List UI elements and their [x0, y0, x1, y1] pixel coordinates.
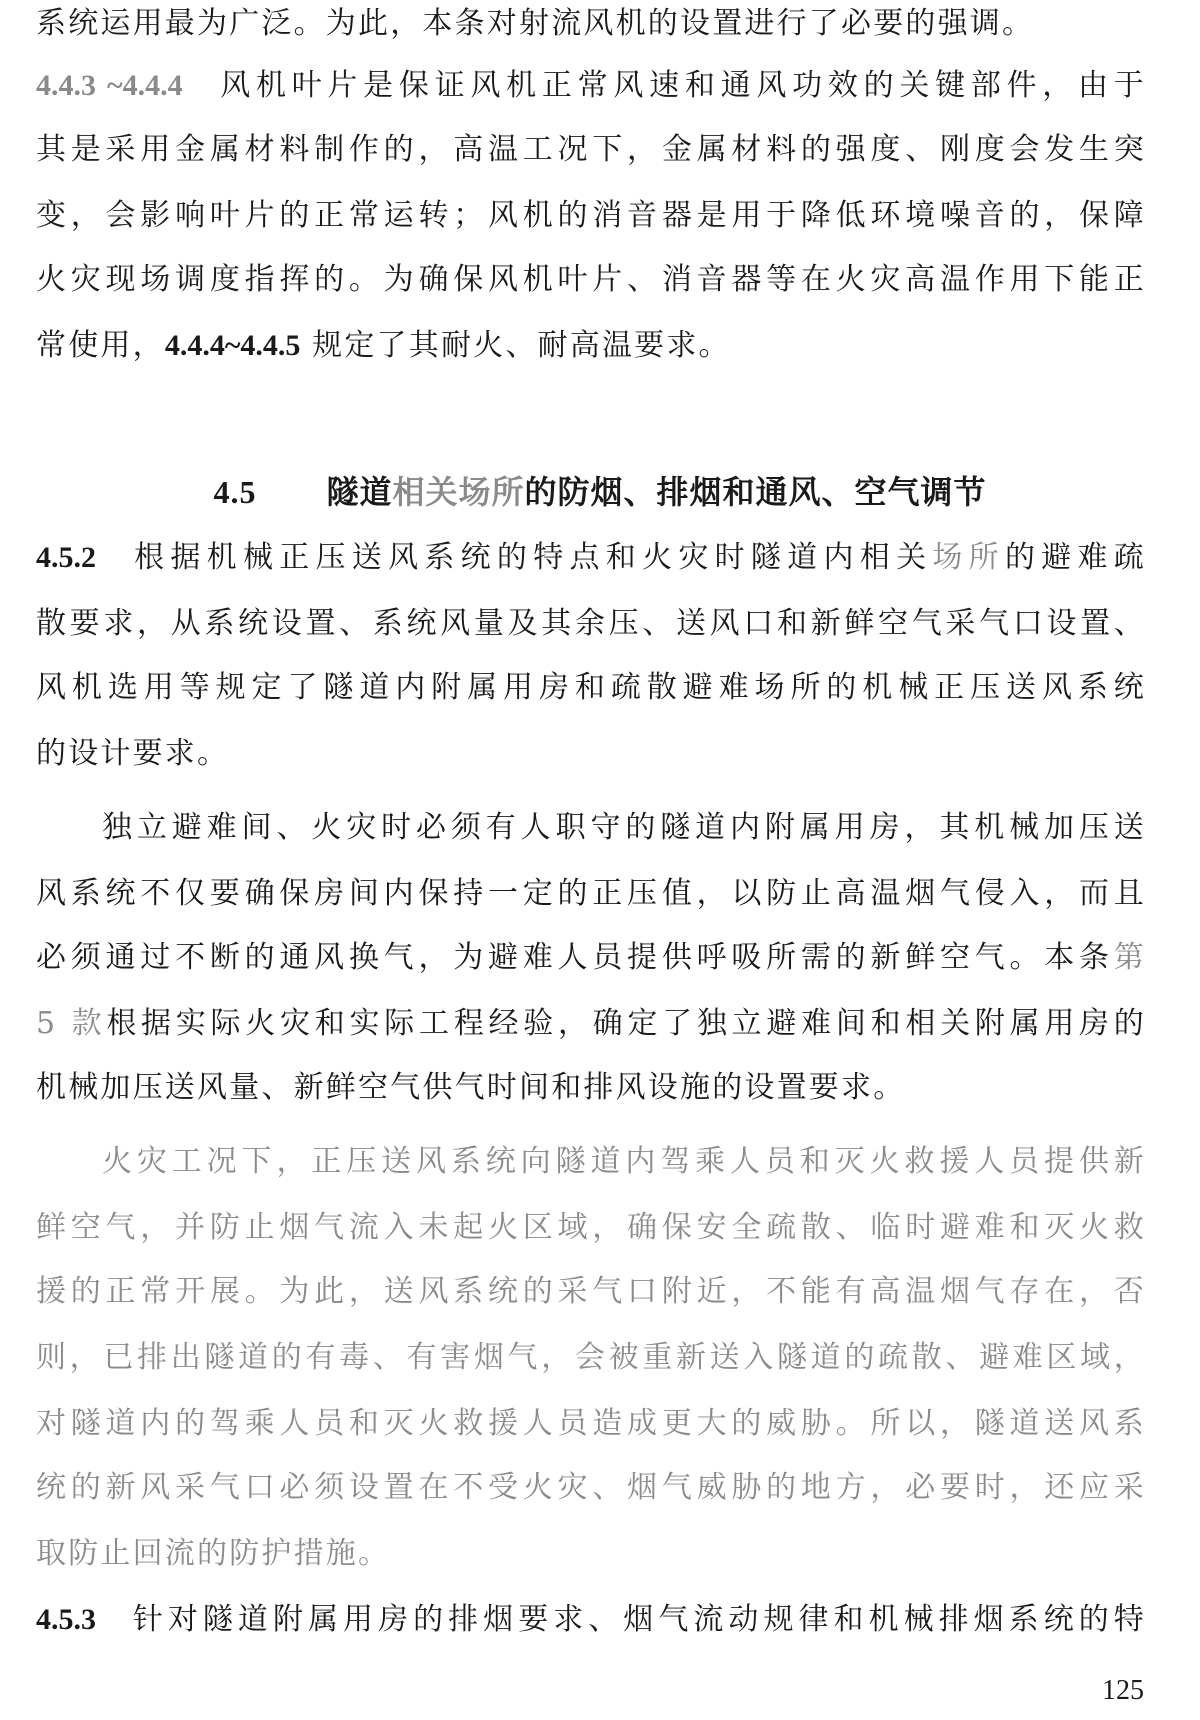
paragraph-text: 系统运用最为广泛。为此，本条对射流风机的设置进行了必要的强调。: [36, 6, 1035, 41]
clause-number: 4.5.3: [36, 1603, 96, 1636]
text-line: [36, 326, 1146, 366]
revised-paragraph-text: 统的新风采气口必须设置在不受火灾、烟气威胁的地方，必要时，还应采: [36, 1470, 1146, 1505]
revised-text: 5 款: [36, 1006, 107, 1041]
text-line: [36, 1208, 1146, 1248]
page-number: 125: [1102, 1675, 1144, 1706]
text-line: [36, 734, 1146, 774]
revised-paragraph-text: 则，已排出隧道的有毒、有害烟气，会被重新送入隧道的疏散、避难区域，: [36, 1340, 1146, 1375]
paragraph-text: 必须通过不断的通风换气，为避难人员提供呼吸所需的新鲜空气。本条: [36, 940, 1114, 975]
paragraph-text: 散要求，从系统设置、系统风量及其余压、送风口和新鲜空气采气口设置、: [36, 606, 1146, 641]
revised-paragraph-text: 援的正常开展。为此，送风系统的采气口附近，不能有高温烟气存在，否: [36, 1274, 1146, 1309]
paragraph-text: 风机叶片是保证风机正常风速和通风功效的关键部件，由于: [216, 68, 1146, 103]
paragraph-text: 针对隧道附属用房的排烟要求、烟气流动规律和机械排烟系统的特: [130, 1602, 1146, 1637]
text-line: [36, 874, 1146, 914]
section-title: 的防烟、排烟和通风、空气调节: [524, 473, 987, 511]
paragraph-text: 风机选用等规定了隧道内附属用房和疏散避难场所的机械正压送风系统: [36, 670, 1146, 705]
paragraph-text: 机械加压送风量、新鲜空气供气时间和排风设施的设置要求。: [36, 1070, 906, 1105]
paragraph-text: 的设计要求。: [36, 736, 230, 771]
revised-paragraph-text: 取防止回流的防护措施。: [36, 1536, 391, 1571]
revised-paragraph-text: 火灾工况下，正压送风系统向隧道内驾乘人员和灭火救援人员提供新: [102, 1144, 1146, 1179]
paragraph-text: 根据机械正压送风系统的特点和火灾时隧道内相关: [130, 540, 933, 575]
text-line: [36, 1468, 1146, 1508]
clause-reference: 4.4.4~4.4.5: [164, 329, 301, 362]
revised-text: 第: [1113, 940, 1146, 975]
paragraph-text: 根据实际火灾和实际工程经验，确定了独立避难间和相关附属用房的: [106, 1006, 1146, 1041]
section-heading: [0, 470, 1200, 514]
text-line: [102, 1142, 1146, 1182]
text-line: [36, 4, 1146, 44]
revised-paragraph-text: 对隧道内的驾乘人员和灭火救援人员造成更大的威胁。所以，隧道送风系: [36, 1406, 1146, 1441]
text-line: [36, 538, 1146, 578]
paragraph-text: 常使用，: [36, 328, 165, 363]
text-line: [36, 1068, 1146, 1108]
revised-text: 场所: [932, 540, 1005, 575]
clause-number: 4.5.2: [36, 541, 96, 574]
paragraph-text: 独立避难间、火灾时必须有人职守的隧道内附属用房，其机械加压送: [102, 810, 1146, 845]
paragraph-text: 火灾现场调度指挥的。为确保风机叶片、消音器等在火灾高温作用下能正: [36, 262, 1146, 297]
paragraph-text: 风系统不仅要确保房间内保持一定的正压值，以防止高温烟气侵入，而且: [36, 876, 1146, 911]
paragraph-text: 规定了其耐火、耐高温要求。: [300, 328, 731, 363]
text-line: [36, 1272, 1146, 1312]
paragraph-text: 其是采用金属材料制作的，高温工况下，金属材料的强度、刚度会发生突: [36, 132, 1146, 167]
text-line: [36, 130, 1146, 170]
text-line: [36, 1004, 1146, 1044]
text-line: [36, 260, 1146, 300]
section-title: 隧道: [326, 473, 393, 511]
text-line: [36, 1600, 1146, 1640]
clause-number: 4.4.3 ~4.4.4: [36, 69, 183, 102]
text-line: [36, 66, 1146, 106]
text-line: [102, 808, 1146, 848]
text-line: [36, 1338, 1146, 1378]
section-title-revised: 相关场所: [392, 473, 525, 511]
text-line: [36, 1534, 1146, 1574]
text-line: [36, 604, 1146, 644]
paragraph-text: 变，会影响叶片的正常运转；风机的消音器是用于降低环境噪音的，保障: [36, 198, 1146, 233]
text-line: [36, 1404, 1146, 1444]
revised-paragraph-text: 鲜空气，并防止烟气流入未起火区域，确保安全疏散、临时避难和灭火救: [36, 1210, 1146, 1245]
text-line: [36, 668, 1146, 708]
text-line: [36, 196, 1146, 236]
section-number: 4.5: [213, 474, 257, 510]
text-line: [36, 938, 1146, 978]
paragraph-text: 的避难疏: [1004, 540, 1146, 575]
